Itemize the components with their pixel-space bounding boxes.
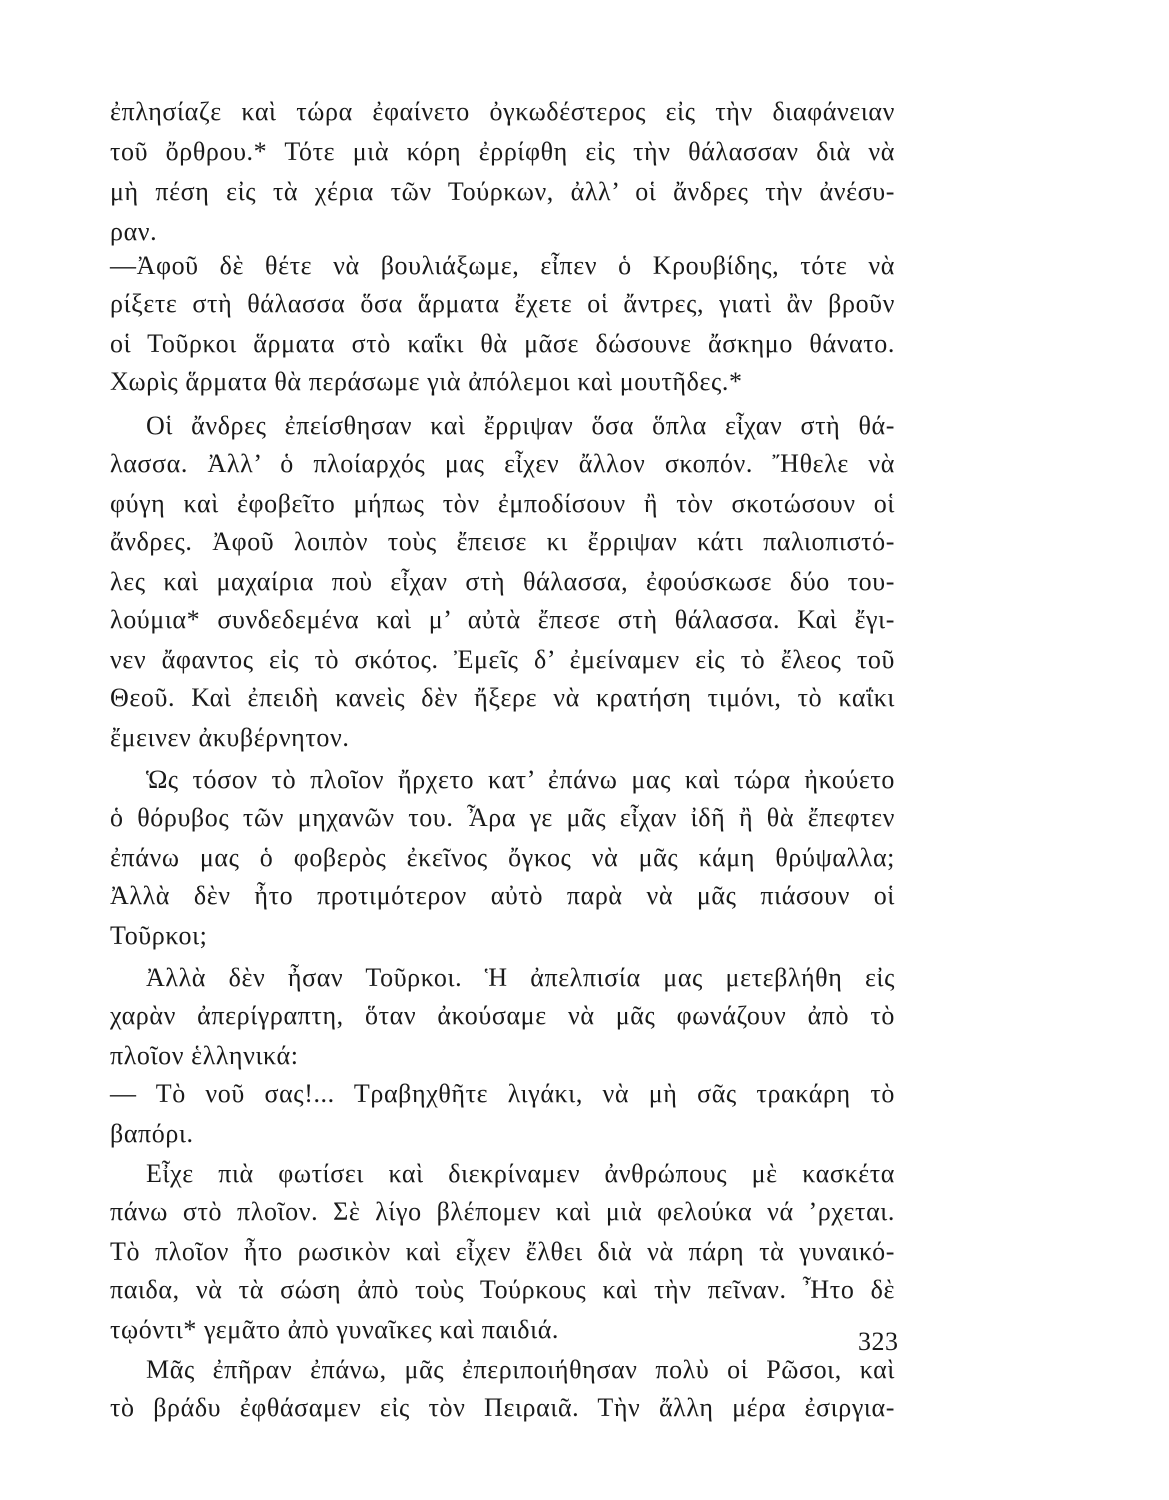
text-line: λες καὶ μαχαίρια ποὺ εἶχαν στὴ θάλασσα, ἐφούσκωσε δύο του- [110,567,895,596]
text-line: Εἶχε πιὰ φωτίσει καὶ διεκρίναμεν ἀνθρώπους μὲ κασκέτα [146,1159,895,1188]
text-line: τὸ βράδυ ἐφθάσαμεν εἰς τὸν Πειραιᾶ. Τὴν ἄλλη μέρα ἐσιργια- [110,1393,895,1422]
text-line: λούμια* συνδεδεμένα καὶ μ’ αὐτὰ ἔπεσε στὴ θάλασσα. Καὶ ἔγι- [110,605,895,634]
text-line: παιδα, νὰ τὰ σώση ἀπὸ τοὺς Τούρκους καὶ τὴν πεῖναν. Ἦτο δὲ [110,1275,895,1304]
text-line: ὁ θόρυβος τῶν μηχανῶν του. Ἆρα γε μᾶς εἶχαν ἰδῆ ἢ θὰ ἔπεφτεν [110,803,895,832]
text-line: Χωρὶς ἅρματα θὰ περάσωμε γιὰ ἀπόλεμοι καὶ μουτῆδες.* [110,367,743,396]
text-line: Ἀλλὰ δὲν ἦσαν Τοῦρκοι. Ἡ ἀπελπισία μας μετεβλήθη εἰς [146,963,895,992]
text-line: τοῦ ὄρθρου.* Τότε μιὰ κόρη ἐρρίφθη εἰς τὴν θάλασσαν διὰ νὰ [110,137,895,166]
text-line: Οἱ ἄνδρες ἐπείσθησαν καὶ ἔρριψαν ὅσα ὅπλα εἶχαν στὴ θά- [146,411,895,440]
text-line: τῳόντι* γεμᾶτο ἀπὸ γυναῖκες καὶ παιδιά. [110,1315,560,1344]
text-line: — Τὸ νοῦ σας!... Τραβηχθῆτε λιγάκι, νὰ μὴ σᾶς τρακάρη τὸ [110,1079,895,1108]
text-line: Τοῦρκοι; [110,921,208,950]
text-line: ἐπάνω μας ὁ φοβερὸς ἐκεῖνος ὄγκος νὰ μᾶς κάμη θρύψαλλα; [110,843,895,872]
text-line: νεν ἄφαντος εἰς τὸ σκότος. Ἐμεῖς δ’ ἐμείναμεν εἰς τὸ ἔλεος τοῦ [110,645,895,674]
text-line: χαρὰν ἀπερίγραπτη, ὅταν ἀκούσαμε νὰ μᾶς φωνάζουν ἀπὸ τὸ [110,1001,895,1030]
text-line: φύγη καὶ ἐφοβεῖτο μήπως τὸν ἐμποδίσουν ἢ τὸν σκοτώσουν οἱ [110,489,895,518]
text-line: οἱ Τοῦρκοι ἅρματα στὸ καΐκι θὰ μᾶσε δώσουνε ἄσκημο θάνατο. [110,329,895,358]
page-number: 323 [858,1327,899,1356]
text-line: ἐπλησίαζε καὶ τώρα ἐφαίνετο ὀγκωδέστερος εἰς τὴν διαφάνειαν [110,97,895,126]
text-line: Μᾶς ἐπῆραν ἐπάνω, μᾶς ἐπεριποιήθησαν πολὺ οἱ Ρῶσοι, καὶ [146,1355,895,1384]
text-line: Θεοῦ. Καὶ ἐπειδὴ κανεὶς δὲν ἤξερε νὰ κρατήση τιμόνι, τὸ καΐκι [110,683,895,712]
text-line: βαπόρι. [110,1119,194,1148]
text-line: πάνω στὸ πλοῖον. Σὲ λίγο βλέπομεν καὶ μιὰ φελούκα νά ’ρχεται. [110,1197,895,1226]
text-line: ἄνδρες. Ἀφοῦ λοιπὸν τοὺς ἔπεισε κι ἔρριψαν κάτι παλιοπιστό- [110,527,895,556]
text-line: —Ἀφοῦ δὲ θέτε νὰ βουλιάξωμε, εἶπεν ὁ Κρουβίδης, τότε νὰ [110,251,895,280]
text-line: λασσα. Ἀλλ’ ὁ πλοίαρχός μας εἶχεν ἄλλον σκοπόν. Ἤθελε νὰ [110,449,895,478]
text-line: Ὡς τόσον τὸ πλοῖον ἤρχετο κατ’ ἐπάνω μας καὶ τώρα ἠκούετο [146,765,895,794]
text-line: ἔμεινεν ἀκυβέρνητον. [110,723,350,752]
text-line: Ἀλλὰ δὲν ἦτο προτιμότερον αὐτὸ παρὰ νὰ μᾶς πιάσουν οἱ [110,881,895,910]
text-line: ρίξετε στὴ θάλασσα ὅσα ἅρματα ἔχετε οἱ ἄντρες, γιατὶ ἂν βροῦν [110,289,895,318]
text-line: ραν. [110,217,158,246]
text-line: Τὸ πλοῖον ἦτο ρωσικὸν καὶ εἶχεν ἔλθει διὰ νὰ πάρη τὰ γυναικό- [110,1237,895,1266]
text-line: πλοῖον ἑλληνικά: [110,1041,299,1070]
text-line: μὴ πέση εἰς τὰ χέρια τῶν Τούρκων, ἀλλ’ οἱ ἄνδρες τὴν ἀνέσυ- [110,177,895,206]
